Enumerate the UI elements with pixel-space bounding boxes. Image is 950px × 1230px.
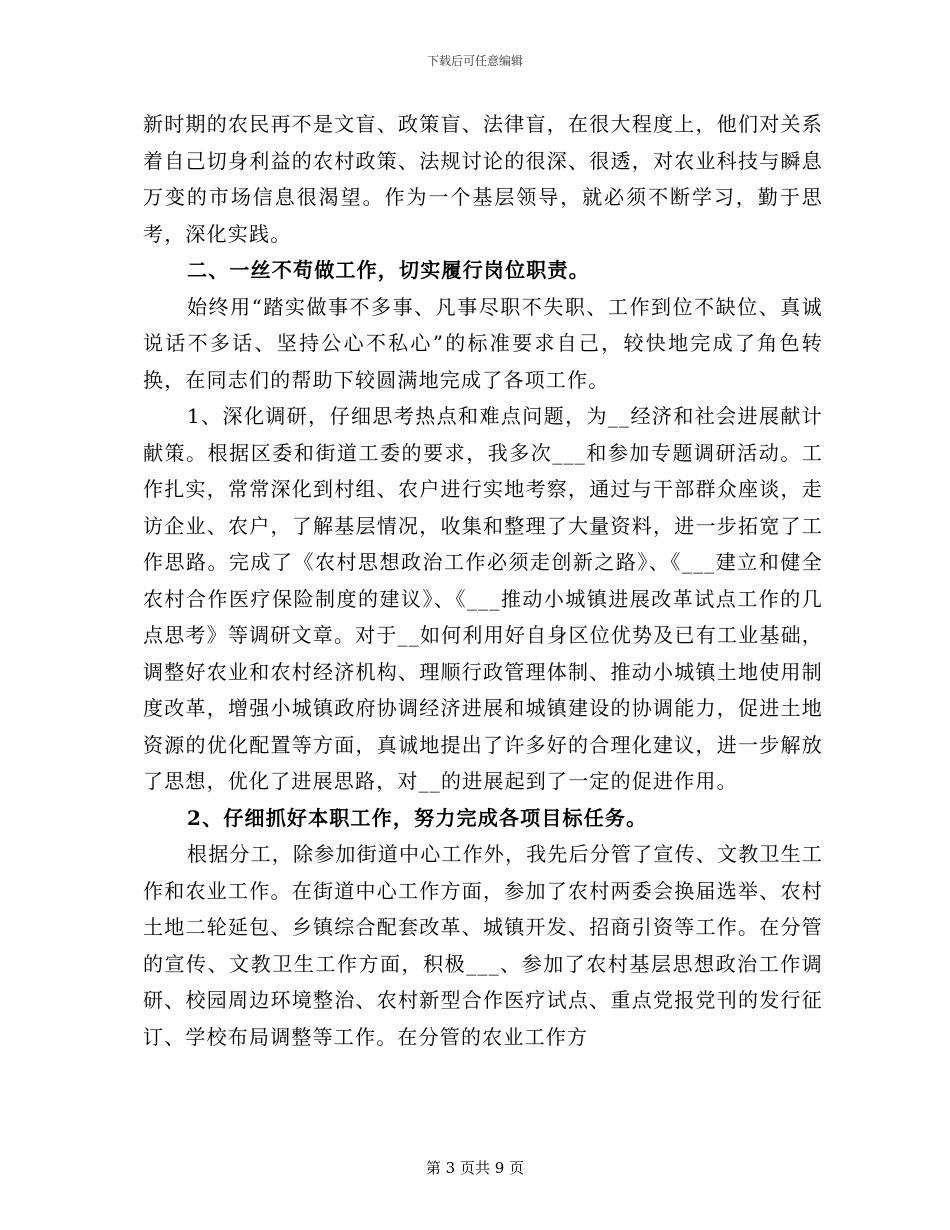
section-heading-2: 二、一丝不苟做工作，切实履行岗位职责。	[187, 258, 590, 282]
paragraph-1: 新时期的农民再不是文盲、政策盲、法律盲，在很大程度上，他们对关系着自己切身利益的农村政策、法规讨论的很深、很透，对农业科技与瞬息万变的市场信息很渴望。作为一个基层领导，就必须不断学习，勤于思考，深化实践。	[143, 112, 823, 246]
subsection-heading-2: 2、仔细抓好本职工作，努力完成各项目标任务。	[187, 805, 648, 830]
paragraph-4: 根据分工，除参加街道中心工作外，我先后分管了宣传、文教卫生工作和农业工作。在街道中心工作方面，参加了农村两委会换届选举、农村土地二轮延包、乡镇综合配套改革、城镇开发、招商引资等工作。在分管的宣传、文教卫生工作方面，积极___、参加了农村基层思想政治工作调研、校园周边环境整治、农村新型合作医疗试点、重点党报党刊的发行征订、学校布局调整等工作。在分管的农业工作方	[143, 842, 823, 1049]
paragraph-2: 始终用“踏实做事不多事、凡事尽职不失职、工作到位不缺位、真诚说话不多话、坚持公心不私心”的标准要求自己，较快地完成了角色转换，在同志们的帮助下较圆满地完成了各项工作。	[143, 294, 823, 392]
page-header-note: 下载后可任意编辑	[426, 54, 523, 68]
page-number: 第 3 页共 9 页	[425, 1159, 525, 1177]
document-body	[143, 106, 823, 1055]
paragraph-3: 1、深化调研，仔细思考热点和难点问题，为__经济和社会进展献计献策。根据区委和街道工委的要求，我多次___和参加专题调研活动。工作扎实，常常深化到村组、农户进行实地考察，通过与干部群众座谈，走访企业、农户，了解基层情况，收集和整理了大量资料，进一步拓宽了工作思路。完成了《农村思想政治工作必须走创新之路》、《___建立和健全农村合作医疗保险制度的建议》、《___推动小城镇进展改革试点工作的几点思考》等调研文章。对于__如何利用好自身区位优势及已有工业基础，调整好农业和农村经济机构、理顺行政管理体制、推动小城镇土地使用制度改革，增强小城镇政府协调经济进展和城镇建设的协调能力，促进土地资源的优化配置等方面，真诚地提出了许多好的合理化建议，进一步解放了思想，优化了进展思路，对__的进展起到了一定的促进作用。	[143, 404, 823, 793]
